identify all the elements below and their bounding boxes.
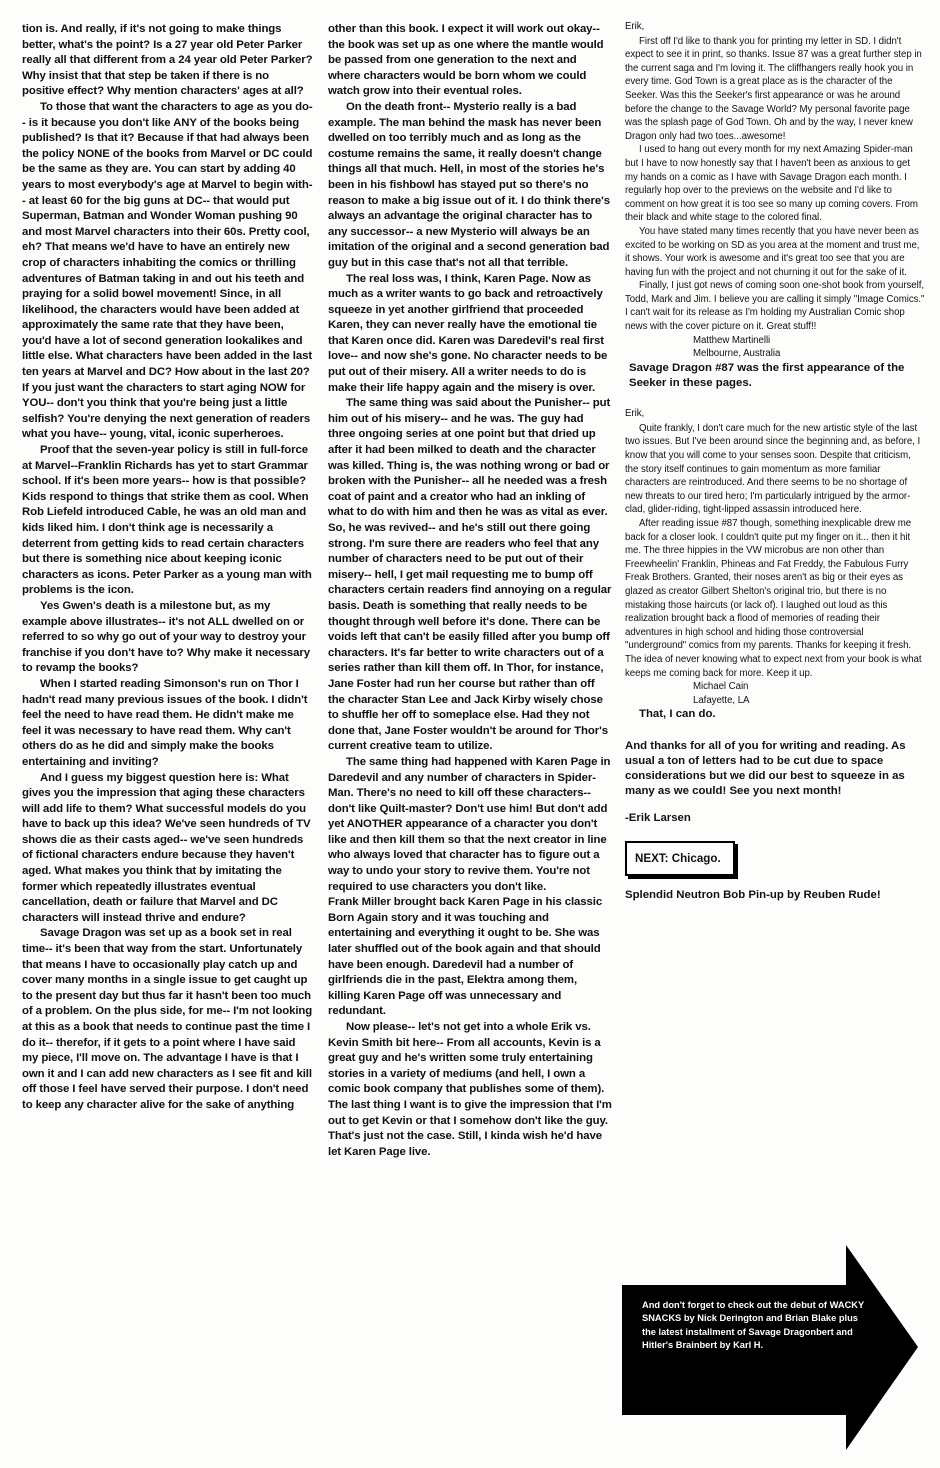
letter-paragraph: I used to hang out every month for my next Amazing Spider-man but I have to now honestly say that I haven't been as anxious to get my hands on a comic as I have with Savage Dragon each month. I regularly hop over to the previews on the website and I'd like to comment on how great it is too see so many up coming covers. From their black and white stage to the colored final.	[625, 144, 918, 224]
paragraph: The same thing had happened with Karen Page in Daredevil and any number of characters in Spider-Man. There's no need to kill off these characters-- don't like Quilt-master? Don't use him! But don't add yet ANOTHER appearance of a character you don't like and then kill them so that the next creator in line who always loved that character has to figure out a way to undo your story to revive them. You're not required to use characters you don't like.	[328, 755, 611, 893]
editor-signoff: -Erik Larsen	[625, 812, 691, 825]
paragraph: Savage Dragon was set up as a book set in real time-- it's been that way from the start. Unfortunately that means I have to occasionally play catch up and cover many months in a single issue to get caught up to the present day but thus far it hasn't been too much of a problem. On the plus side, for me-- I'm not looking at this as a book that needs to continue past the time I do it-- therefor, if it gets to a point where I have said my piece, I'll move on. The advantage I have is that I own it and I can add new characters as I see fit and kill off those I feel have served their purpose. I don't need to keep any character alive for the sake of anything	[22, 927, 313, 1111]
promo-arrow	[622, 1245, 918, 1450]
spacer	[625, 799, 925, 811]
column-3-reader-letters	[625, 20, 925, 903]
pinup-note: Splendid Neutron Bob Pin-up by Reuben Rude!	[625, 888, 881, 901]
letter-salutation: Erik,	[625, 21, 645, 32]
paragraph: Now please-- let's not get into a whole Erik vs. Kevin Smith bit here-- From all accounts, Kevin is a great guy and he's written some truly entertaining stories in a variety of mediums (and hell, I own a comic book company that publishes some of them). The last thing I want is to give the impression that I'm out to get Kevin or that I somehow don't like the guy. That's just not the case. Still, I kinda wish he'd have let Karen Page live.	[328, 1021, 612, 1158]
letter-paragraph: Quite frankly, I don't care much for the new artistic style of the last two issues. But I've been around since the beginning and, as before, I know that you will come to your senses soon. Despite that criticism, the story itself continues to gain momentum as more familiar characters are reintroduced. And there seems to be no shortage of new threats to our tired hero; I'm particularly intrigued by the armor-clad, glider-riding, tight-lipped assassin introduced here.	[625, 422, 921, 516]
paragraph: When I started reading Simonson's run on Thor I hadn't read many previous issues of the book. I didn't feel the need to have read them. He didn't make me feel it was necessary to have read them. Why can't others do as he did and simply make the books entertaining and inviting?	[22, 677, 308, 768]
letter-paragraph: Finally, I just got news of coming soon one-shot book from yourself, Todd, Mark and Jim. I believe you are calling it simply "Image Comics." I can't wait for its release as I'm holding my Australian Comic shop news with the cover picture on it. Great stuff!!	[625, 280, 925, 333]
paragraph: Yes Gwen's death is a milestone but, as my example above illustrates-- it's not ALL dwelled on or referred to so why go out of your way to destroy your franchise if you don't have to? Why make it necessary to revamp the books?	[22, 599, 310, 675]
paragraph: Proof that the seven-year policy is still in full-force at Marvel--Franklin Richards has yet to start Grammar school. If it's been more years-- how is that possible? Kids respond to things that strike them as cool. When Rob Liefeld introduced Cable, he was an old man and kids liked him. I don't think age is necessarily a deterrent from getting kids to read certain characters but there is something nice about keeping iconic characters as icons. Peter Parker as a young man with problems is the icon.	[22, 444, 312, 597]
letter-signature-name: Matthew Martinelli	[693, 334, 771, 346]
letter-signature-place: Melbourne, Australia	[693, 348, 781, 360]
letter-paragraph: You have stated many times recently that you have never been as excited to be working on SD as you area at the moment and trust me, it shows. Your work is awesome and it's great too see that you are having fun with the project and not churning it out for the sake of it.	[625, 225, 920, 278]
promo-arrow-text: And don't forget to check out the debut of WACKY SNACKS by Nick Derington and Brian Blake plus the latest installment of Savage Dragonbert and Hitler's Brainbert by Karl H.	[642, 1300, 865, 1351]
editor-reply: That, I can do.	[639, 708, 716, 721]
paragraph: To those that want the characters to age as you do-- is it because you don't like ANY of the books being published? Is that it? Because if that had always been the policy NONE of the books from Marvel or DC could be the same as they are. You can start by adding 40 years to most everybody's age at Marvel to begin with-- at least 60 for the big guns at DC-- that would put Superman, Batman and Wonder Woman pushing 90 and most Marvel characters into their 60s. Pretty cool, eh? That means we'd have to have an entirely new crop of characters inhabiting the comics or thrilling adventures of Batman taking in and out his teeth and praying for a solid bowel movement! Since, in all likelihood, the characters would have been added at approximately the same rate that they have been, you'd have a lot of second generation lookalikes and little else. What characters have been added in the last ten years at Marvel and DC? How about in the last 20? If you just want the characters to start aging NOW for YOU-- don't you think that you're being just a little selfish? You're denying the next generation of readers what you have-- young, vital, iconic superheroes.	[22, 100, 313, 441]
paragraph: tion is. And really, if it's not going to make things better, what's the point? Is a 27 year old Peter Parker really all that different from a 24 year old Peter Parker? Why insist that that step be taken if there is no positive effect? Why mention characters' ages at all?	[22, 23, 313, 98]
letter-paragraph: After reading issue #87 though, something inexplicable drew me back for a closer look. I couldn't quite put my finger on it... then it hit me. The three hippies in the VW microbus are non other than Freewheelin' Franklin, Phineas and Fat Freddy, the Fabulous Furry Freak Brothers. Granted, their noses aren't as big or their eyes as glazed as creator Gilbert Shelton's original trio, but there is no mistaking those haircuts (or lack of). I laughed out loud as this realization brought back a flood of memories of reading their adventures in high school and hiding those controversial "underground" comics from my parents. Thanks for keeping it fresh. The idea of never knowing what to expect next from your book is what keeps me coming back for more. Keep it up.	[625, 518, 922, 679]
next-issue-label: NEXT: Chicago.	[635, 851, 721, 865]
reader-letter-cain	[625, 407, 925, 707]
spacer	[625, 827, 925, 839]
spacer	[625, 723, 925, 739]
paragraph: other than this book. I expect it will work out okay-- the book was set up as one where the mantle would be passed from one generation to the next and where characters would be born whom we could watch grow into their eventual roles.	[328, 23, 604, 98]
letter-salutation: Erik,	[625, 408, 645, 420]
letter-signature-place: Lafayette, LA	[693, 694, 750, 706]
next-issue-box	[625, 841, 735, 876]
paragraph: The real loss was, I think, Karen Page. Now as much as a writer wants to go back and retroactively squeeze in yet another girlfriend that proceeded Karen, they can never really have the emotional tie that Karen once did. Karen was Daredevil's real first love-- and now she's gone. No character needs to be put out of their misery. All a writer needs to do is make their life happy again and the misery is over.	[328, 272, 608, 394]
column-1-letter-response	[22, 22, 314, 1114]
spacer	[625, 391, 925, 407]
paragraph: And I guess my biggest question here is: What gives you the impression that aging these characters will add life to them? What successful models do you have to back up this idea? We've seen hundreds of TV shows die as their casts aged-- we've seen hundreds of fictional characters endure because they haven't aged. What makes you think that by imitating the former which repeatedly illustrates eventual cancellation, death or failure that Marvel and DC characters will instead thrive and endure?	[22, 771, 311, 924]
paragraph: The same thing was said about the Punisher-- put him out of his misery-- and he was. The guy had three ongoing series at one point but that dried up after it had been milked to death and the character was killed. Thing is, the was nothing wrong or bad or broken with the Punisher-- all he needed was a fresh coat of paint and a creator who had an inkling of what to do with him and then he was as vital as ever. So, he was revived-- and he's still out there going strong. I'm sure there are readers who feel that any number of characters need to be put out of their misery-- hell, I get mail requesting me to bump off characters certain readers find annoying on a regular basis. Death is something that really needs to be thought through well before it's done. There can be voids left that can't be easily filled after you bump off characters. It's far better to write characters out of a series rather than kill them off. In Thor, for instance, Jane Foster had run her course but rather than off the character Stan Lee and Jack Kirby wisely chose to shuffle her off to someplace else. Had they not done that, Jane Foster wouldn't be around for Thor's current creative team to utilize.	[328, 397, 612, 753]
letter-paragraph: First off I'd like to thank you for printing my letter in SD. I didn't expect to see it in print, so thanks. Issue 87 was a great further step in the current saga and I'm loving it. The cliffhangers really hook you in every time. God Town is a great place as is the character of the Seeker. Was this the Seeker's first appearance or was he around before the change to the Savage World? My personal favorite page was the splash page of God Town. Oh and by the way, I never knew Dragon only had two toes...awesome!	[625, 35, 922, 142]
paragraph: On the death front-- Mysterio really is a bad example. The man behind the mask has never been dwelled on too terribly much and as long as the costume remains the same, it really doesn't change things all that much. Hell, in most of the stories he's been in his fishbowl has stayed put so there's no reason to make a big issue out of it. I do think there's always an advantage the original character has to any successor-- a new Mysterio will always be an imitation of the original and a second generation bad guy but in this case that's not all that terrible.	[328, 100, 610, 269]
letter-signature-name: Michael Cain	[693, 681, 749, 693]
reader-letter-martinelli	[625, 20, 925, 361]
spacer	[625, 876, 925, 888]
paragraph: Frank Miller brought back Karen Page in his classic Born Again story and it was touching and entertaining and everything it ought to be. She was later shuffled out of the book again and that should have been enough. Daredevil had a number of girlfriends die in the past, Elektra among them, killing Karen Page off was unnecessary and redundant.	[328, 896, 603, 1018]
editor-reply: Savage Dragon #87 was the first appearance of the Seeker in these pages.	[629, 361, 905, 390]
column-2-letter-response	[328, 22, 612, 1160]
editor-closing: And thanks for all of you for writing and reading. As usual a ton of letters had to be cut due to space considerations but we did our best to squeeze in as many as we could! See you next month!	[625, 739, 906, 798]
